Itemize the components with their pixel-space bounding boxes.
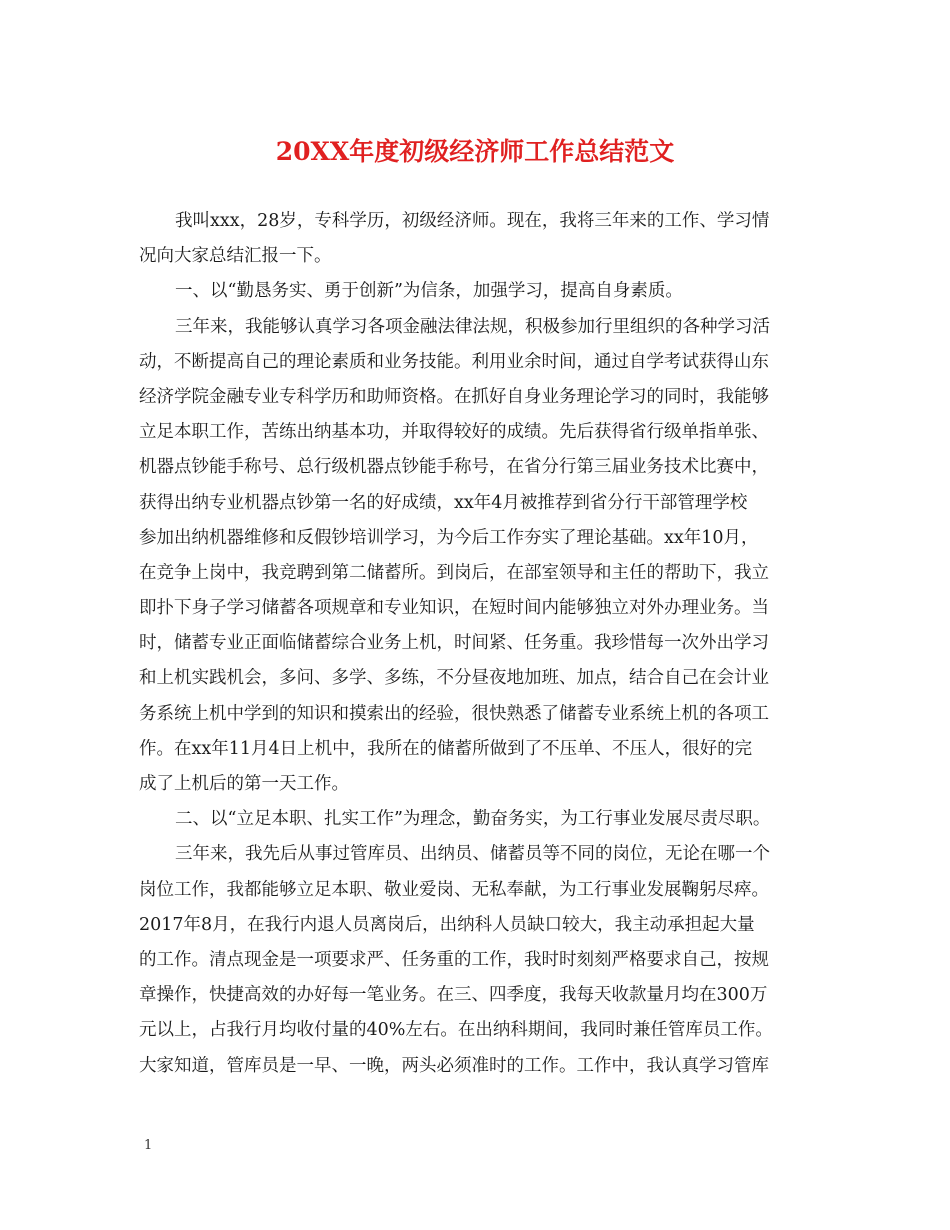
body-line: 立足本职工作，苦练出纳基本功，并取得较好的成绩。先后获得省行级单指单张、 bbox=[139, 422, 769, 443]
body-line: 作。在xx年11月4日上机中，我所在的储蓄所做到了不压单、不压人，很好的完 bbox=[139, 738, 753, 759]
body-line: 章操作，快捷高效的办好每一笔业务。在三、四季度，我每天收款量月均在300万 bbox=[139, 985, 768, 1006]
body-line: 时，储蓄专业正面临储蓄综合业务上机，时间紧、任务重。我珍惜每一次外出学习 bbox=[139, 633, 769, 654]
document-title: 20XX年度初级经济师工作总结范文 bbox=[275, 137, 675, 166]
body-line: 在竞争上岗中，我竞聘到第二储蓄所。到岗后，在部室领导和主任的帮助下，我立 bbox=[139, 562, 769, 583]
body-line: 三年来，我先后从事过管库员、出纳员、储蓄员等不同的岗位，无论在哪一个 bbox=[175, 844, 770, 865]
body-line: 经济学院金融专业专科学历和助师资格。在抓好自身业务理论学习的同时，我能够 bbox=[139, 386, 769, 407]
body-line: 成了上机后的第一天工作。 bbox=[139, 774, 349, 794]
body-line: 我叫xxx，28岁，专科学历，初级经济师。现在，我将三年来的工作、学习情 bbox=[175, 211, 770, 231]
body-line: 动，不断提高自己的理论素质和业务技能。利用业余时间，通过自学考试获得山东 bbox=[139, 351, 769, 372]
body-line: 三年来，我能够认真学习各项金融法律法规，积极参加行里组织的各种学习活 bbox=[175, 316, 770, 337]
document-body bbox=[139, 204, 819, 1084]
body-line: 即扑下身子学习储蓄各项规章和专业知识，在短时间内能够独立对外办理业务。当 bbox=[139, 598, 769, 619]
body-line: 况向大家总结汇报一下。 bbox=[139, 246, 332, 267]
body-line: 参加出纳机器维修和反假钞培训学习，为今后工作夯实了理论基础。xx年10月， bbox=[139, 527, 759, 548]
body-line: 务系统上机中学到的知识和摸索出的经验，很快熟悉了储蓄专业系统上机的各项工 bbox=[139, 703, 769, 724]
body-line: 和上机实践机会，多问、多学、多练，不分昼夜地加班、加点，结合自己在会计业 bbox=[139, 668, 769, 689]
body-line: 机器点钞能手称号、总行级机器点钞能手称号，在省分行第三届业务技术比赛中， bbox=[139, 457, 769, 478]
body-line: 的工作。清点现金是一项要求严、任务重的工作，我时时刻刻严格要求自己，按规 bbox=[139, 949, 769, 970]
body-line: 岗位工作，我都能够立足本职、敬业爱岗、无私奉献，为工行事业发展鞠躬尽瘁。 bbox=[139, 879, 769, 900]
body-line: 元以上，占我行月均收付量的40%左右。在出纳科期间，我同时兼任管库员工作。 bbox=[139, 1020, 773, 1041]
body-line: 2017年8月，在我行内退人员离岗后，出纳科人员缺口较大，我主动承担起大量 bbox=[139, 914, 755, 935]
body-line: 一、以“勤恳务实、勇于创新”为信条，加强学习，提高自身素质。 bbox=[175, 281, 683, 302]
body-line: 二、以“立足本职、扎实工作”为理念，勤奋务实，为工行事业发展尽责尽职。 bbox=[175, 809, 771, 830]
body-line: 获得出纳专业机器点钞第一名的好成绩，xx年4月被推荐到省分行干部管理学校 bbox=[139, 492, 748, 513]
body-line: 大家知道，管库员是一早、一晚，两头必须准时的工作。工作中，我认真学习管库 bbox=[139, 1055, 769, 1076]
page-number: 1 bbox=[144, 1138, 153, 1153]
